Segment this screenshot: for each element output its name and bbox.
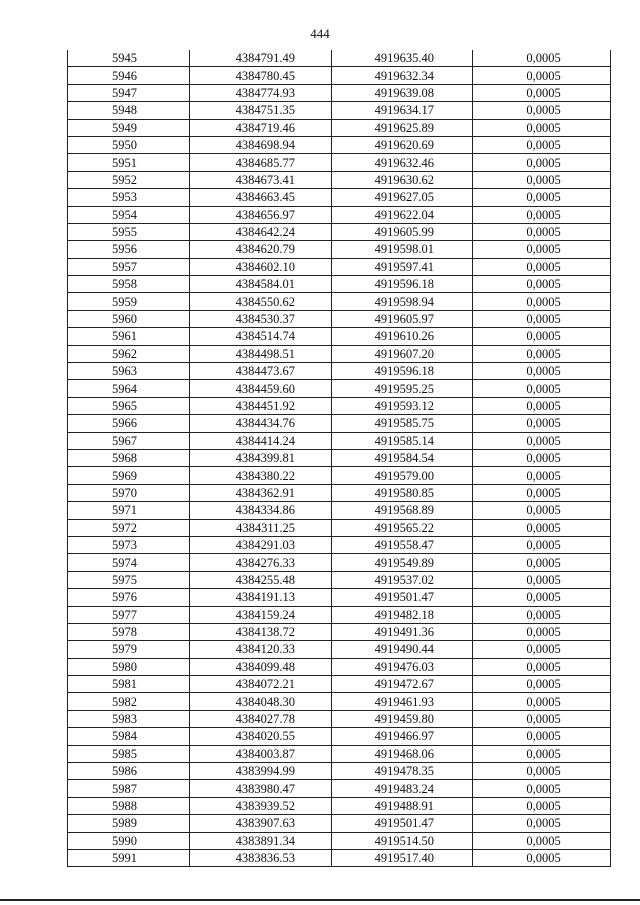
point-number-cell: 5977	[68, 606, 190, 623]
x-coordinate-cell: 4384020.55	[190, 728, 332, 745]
precision-cell: 0,0005	[473, 415, 611, 432]
y-coordinate-cell: 4919459.80	[332, 710, 473, 727]
table-row	[68, 484, 611, 501]
table-row	[68, 276, 611, 293]
x-coordinate-cell: 4384414.24	[190, 432, 332, 449]
point-number-cell: 5969	[68, 467, 190, 484]
precision-cell: 0,0005	[473, 589, 611, 606]
x-coordinate-cell: 4384774.93	[190, 84, 332, 101]
y-coordinate-cell: 4919580.85	[332, 484, 473, 501]
table-row	[68, 432, 611, 449]
table-row	[68, 780, 611, 797]
table-row	[68, 519, 611, 536]
table-row	[68, 258, 611, 275]
precision-cell: 0,0005	[473, 136, 611, 153]
y-coordinate-cell: 4919585.75	[332, 415, 473, 432]
point-number-cell: 5946	[68, 67, 190, 84]
y-coordinate-cell: 4919625.89	[332, 119, 473, 136]
y-coordinate-cell: 4919632.34	[332, 67, 473, 84]
point-number-cell: 5963	[68, 363, 190, 380]
y-coordinate-cell: 4919565.22	[332, 519, 473, 536]
precision-cell: 0,0005	[473, 241, 611, 258]
y-coordinate-cell: 4919596.18	[332, 363, 473, 380]
point-number-cell: 5975	[68, 571, 190, 588]
precision-cell: 0,0005	[473, 154, 611, 171]
x-coordinate-cell: 4383939.52	[190, 797, 332, 814]
point-number-cell: 5981	[68, 676, 190, 693]
point-number-cell: 5988	[68, 797, 190, 814]
precision-cell: 0,0005	[473, 328, 611, 345]
point-number-cell: 5952	[68, 171, 190, 188]
table-row	[68, 641, 611, 658]
x-coordinate-cell: 4384291.03	[190, 536, 332, 553]
x-coordinate-cell: 4384362.91	[190, 484, 332, 501]
x-coordinate-cell: 4383907.63	[190, 815, 332, 832]
y-coordinate-cell: 4919549.89	[332, 554, 473, 571]
table-row	[68, 815, 611, 832]
y-coordinate-cell: 4919584.54	[332, 449, 473, 466]
point-number-cell: 5954	[68, 206, 190, 223]
x-coordinate-cell: 4384380.22	[190, 467, 332, 484]
x-coordinate-cell: 4384642.24	[190, 223, 332, 240]
point-number-cell: 5967	[68, 432, 190, 449]
point-number-cell: 5955	[68, 223, 190, 240]
point-number-cell: 5957	[68, 258, 190, 275]
table-row	[68, 571, 611, 588]
y-coordinate-cell: 4919620.69	[332, 136, 473, 153]
precision-cell: 0,0005	[473, 276, 611, 293]
table-row	[68, 67, 611, 84]
precision-cell: 0,0005	[473, 780, 611, 797]
x-coordinate-cell: 4384498.51	[190, 345, 332, 362]
y-coordinate-cell: 4919517.40	[332, 849, 473, 866]
point-number-cell: 5976	[68, 589, 190, 606]
table-row	[68, 102, 611, 119]
x-coordinate-cell: 4384673.41	[190, 171, 332, 188]
table-row	[68, 728, 611, 745]
table-row	[68, 119, 611, 136]
precision-cell: 0,0005	[473, 432, 611, 449]
y-coordinate-cell: 4919476.03	[332, 658, 473, 675]
point-number-cell: 5949	[68, 119, 190, 136]
point-number-cell: 5948	[68, 102, 190, 119]
y-coordinate-cell: 4919483.24	[332, 780, 473, 797]
precision-cell: 0,0005	[473, 223, 611, 240]
precision-cell: 0,0005	[473, 345, 611, 362]
x-coordinate-cell: 4384159.24	[190, 606, 332, 623]
point-number-cell: 5991	[68, 849, 190, 866]
precision-cell: 0,0005	[473, 380, 611, 397]
x-coordinate-cell: 4384530.37	[190, 310, 332, 327]
x-coordinate-cell: 4384751.35	[190, 102, 332, 119]
point-number-cell: 5973	[68, 536, 190, 553]
y-coordinate-cell: 4919595.25	[332, 380, 473, 397]
point-number-cell: 5989	[68, 815, 190, 832]
x-coordinate-cell: 4384334.86	[190, 502, 332, 519]
table-row	[68, 658, 611, 675]
point-number-cell: 5986	[68, 763, 190, 780]
bottom-rule	[0, 899, 640, 901]
y-coordinate-cell: 4919610.26	[332, 328, 473, 345]
x-coordinate-cell: 4384685.77	[190, 154, 332, 171]
point-number-cell: 5971	[68, 502, 190, 519]
point-number-cell: 5956	[68, 241, 190, 258]
precision-cell: 0,0005	[473, 484, 611, 501]
point-number-cell: 5987	[68, 780, 190, 797]
precision-cell: 0,0005	[473, 815, 611, 832]
x-coordinate-cell: 4384072.21	[190, 676, 332, 693]
point-number-cell: 5945	[68, 50, 190, 67]
precision-cell: 0,0005	[473, 554, 611, 571]
precision-cell: 0,0005	[473, 571, 611, 588]
table-body	[68, 50, 611, 867]
page-number: 444	[310, 26, 330, 41]
table-row	[68, 363, 611, 380]
point-number-cell: 5962	[68, 345, 190, 362]
precision-cell: 0,0005	[473, 745, 611, 762]
y-coordinate-cell: 4919634.17	[332, 102, 473, 119]
point-number-cell: 5978	[68, 623, 190, 640]
x-coordinate-cell: 4384434.76	[190, 415, 332, 432]
precision-cell: 0,0005	[473, 363, 611, 380]
precision-cell: 0,0005	[473, 623, 611, 640]
x-coordinate-cell: 4384003.87	[190, 745, 332, 762]
table-row	[68, 745, 611, 762]
table-row	[68, 589, 611, 606]
x-coordinate-cell: 4384698.94	[190, 136, 332, 153]
precision-cell: 0,0005	[473, 849, 611, 866]
precision-cell: 0,0005	[473, 467, 611, 484]
x-coordinate-cell: 4384027.78	[190, 710, 332, 727]
x-coordinate-cell: 4384663.45	[190, 189, 332, 206]
table-row	[68, 223, 611, 240]
y-coordinate-cell: 4919461.93	[332, 693, 473, 710]
table-row	[68, 380, 611, 397]
precision-cell: 0,0005	[473, 502, 611, 519]
y-coordinate-cell: 4919501.47	[332, 815, 473, 832]
table-row	[68, 189, 611, 206]
table-row	[68, 154, 611, 171]
y-coordinate-cell: 4919579.00	[332, 467, 473, 484]
x-coordinate-cell: 4384602.10	[190, 258, 332, 275]
x-coordinate-cell: 4384138.72	[190, 623, 332, 640]
precision-cell: 0,0005	[473, 519, 611, 536]
x-coordinate-cell: 4384791.49	[190, 50, 332, 67]
point-number-cell: 5958	[68, 276, 190, 293]
precision-cell: 0,0005	[473, 606, 611, 623]
point-number-cell: 5982	[68, 693, 190, 710]
y-coordinate-cell: 4919537.02	[332, 571, 473, 588]
y-coordinate-cell: 4919491.36	[332, 623, 473, 640]
precision-cell: 0,0005	[473, 206, 611, 223]
table-row	[68, 136, 611, 153]
x-coordinate-cell: 4384550.62	[190, 293, 332, 310]
y-coordinate-cell: 4919632.46	[332, 154, 473, 171]
point-number-cell: 5960	[68, 310, 190, 327]
precision-cell: 0,0005	[473, 449, 611, 466]
point-number-cell: 5947	[68, 84, 190, 101]
point-number-cell: 5959	[68, 293, 190, 310]
precision-cell: 0,0005	[473, 710, 611, 727]
table-row	[68, 310, 611, 327]
point-number-cell: 5953	[68, 189, 190, 206]
precision-cell: 0,0005	[473, 102, 611, 119]
y-coordinate-cell: 4919630.62	[332, 171, 473, 188]
table-row	[68, 693, 611, 710]
x-coordinate-cell: 4383994.99	[190, 763, 332, 780]
table-row	[68, 849, 611, 866]
y-coordinate-cell: 4919605.97	[332, 310, 473, 327]
x-coordinate-cell: 4384099.48	[190, 658, 332, 675]
table-row	[68, 623, 611, 640]
x-coordinate-cell: 4383891.34	[190, 832, 332, 849]
x-coordinate-cell: 4384191.13	[190, 589, 332, 606]
y-coordinate-cell: 4919514.50	[332, 832, 473, 849]
table-row	[68, 328, 611, 345]
precision-cell: 0,0005	[473, 658, 611, 675]
precision-cell: 0,0005	[473, 676, 611, 693]
precision-cell: 0,0005	[473, 189, 611, 206]
point-number-cell: 5990	[68, 832, 190, 849]
table-row	[68, 763, 611, 780]
y-coordinate-cell: 4919605.99	[332, 223, 473, 240]
precision-cell: 0,0005	[473, 536, 611, 553]
table-row	[68, 554, 611, 571]
y-coordinate-cell: 4919472.67	[332, 676, 473, 693]
coordinates-table	[67, 50, 611, 867]
point-number-cell: 5974	[68, 554, 190, 571]
x-coordinate-cell: 4384459.60	[190, 380, 332, 397]
precision-cell: 0,0005	[473, 728, 611, 745]
y-coordinate-cell: 4919607.20	[332, 345, 473, 362]
x-coordinate-cell: 4384514.74	[190, 328, 332, 345]
precision-cell: 0,0005	[473, 293, 611, 310]
point-number-cell: 5964	[68, 380, 190, 397]
table-row	[68, 397, 611, 414]
point-number-cell: 5951	[68, 154, 190, 171]
table-row	[68, 293, 611, 310]
x-coordinate-cell: 4384584.01	[190, 276, 332, 293]
table-row	[68, 206, 611, 223]
y-coordinate-cell: 4919635.40	[332, 50, 473, 67]
x-coordinate-cell: 4384473.67	[190, 363, 332, 380]
precision-cell: 0,0005	[473, 67, 611, 84]
precision-cell: 0,0005	[473, 641, 611, 658]
point-number-cell: 5950	[68, 136, 190, 153]
point-number-cell: 5966	[68, 415, 190, 432]
precision-cell: 0,0005	[473, 50, 611, 67]
table-row	[68, 502, 611, 519]
y-coordinate-cell: 4919568.89	[332, 502, 473, 519]
y-coordinate-cell: 4919639.08	[332, 84, 473, 101]
y-coordinate-cell: 4919627.05	[332, 189, 473, 206]
precision-cell: 0,0005	[473, 797, 611, 814]
x-coordinate-cell: 4384399.81	[190, 449, 332, 466]
precision-cell: 0,0005	[473, 832, 611, 849]
point-number-cell: 5980	[68, 658, 190, 675]
table-row	[68, 345, 611, 362]
table-row	[68, 449, 611, 466]
x-coordinate-cell: 4384780.45	[190, 67, 332, 84]
point-number-cell: 5961	[68, 328, 190, 345]
x-coordinate-cell: 4384656.97	[190, 206, 332, 223]
x-coordinate-cell: 4384048.30	[190, 693, 332, 710]
y-coordinate-cell: 4919597.41	[332, 258, 473, 275]
point-number-cell: 5968	[68, 449, 190, 466]
table-row	[68, 606, 611, 623]
x-coordinate-cell: 4384311.25	[190, 519, 332, 536]
table-row	[68, 797, 611, 814]
table-row	[68, 84, 611, 101]
precision-cell: 0,0005	[473, 310, 611, 327]
x-coordinate-cell: 4384719.46	[190, 119, 332, 136]
x-coordinate-cell: 4384276.33	[190, 554, 332, 571]
x-coordinate-cell: 4384620.79	[190, 241, 332, 258]
point-number-cell: 5983	[68, 710, 190, 727]
table-row	[68, 536, 611, 553]
precision-cell: 0,0005	[473, 171, 611, 188]
y-coordinate-cell: 4919466.97	[332, 728, 473, 745]
y-coordinate-cell: 4919501.47	[332, 589, 473, 606]
precision-cell: 0,0005	[473, 693, 611, 710]
y-coordinate-cell: 4919482.18	[332, 606, 473, 623]
y-coordinate-cell: 4919558.47	[332, 536, 473, 553]
x-coordinate-cell: 4384451.92	[190, 397, 332, 414]
y-coordinate-cell: 4919585.14	[332, 432, 473, 449]
y-coordinate-cell: 4919593.12	[332, 397, 473, 414]
point-number-cell: 5984	[68, 728, 190, 745]
y-coordinate-cell: 4919478.35	[332, 763, 473, 780]
x-coordinate-cell: 4383836.53	[190, 849, 332, 866]
x-coordinate-cell: 4383980.47	[190, 780, 332, 797]
table-row	[68, 710, 611, 727]
y-coordinate-cell: 4919488.91	[332, 797, 473, 814]
y-coordinate-cell: 4919598.01	[332, 241, 473, 258]
y-coordinate-cell: 4919596.18	[332, 276, 473, 293]
y-coordinate-cell: 4919598.94	[332, 293, 473, 310]
y-coordinate-cell: 4919468.06	[332, 745, 473, 762]
coordinates-table-container	[67, 50, 610, 867]
y-coordinate-cell: 4919490.44	[332, 641, 473, 658]
point-number-cell: 5972	[68, 519, 190, 536]
x-coordinate-cell: 4384255.48	[190, 571, 332, 588]
precision-cell: 0,0005	[473, 258, 611, 275]
point-number-cell: 5970	[68, 484, 190, 501]
table-row	[68, 832, 611, 849]
point-number-cell: 5965	[68, 397, 190, 414]
point-number-cell: 5979	[68, 641, 190, 658]
precision-cell: 0,0005	[473, 763, 611, 780]
table-row	[68, 241, 611, 258]
point-number-cell: 5985	[68, 745, 190, 762]
precision-cell: 0,0005	[473, 119, 611, 136]
table-row	[68, 676, 611, 693]
precision-cell: 0,0005	[473, 397, 611, 414]
precision-cell: 0,0005	[473, 84, 611, 101]
table-row	[68, 50, 611, 67]
table-row	[68, 467, 611, 484]
table-row	[68, 415, 611, 432]
table-row	[68, 171, 611, 188]
x-coordinate-cell: 4384120.33	[190, 641, 332, 658]
y-coordinate-cell: 4919622.04	[332, 206, 473, 223]
